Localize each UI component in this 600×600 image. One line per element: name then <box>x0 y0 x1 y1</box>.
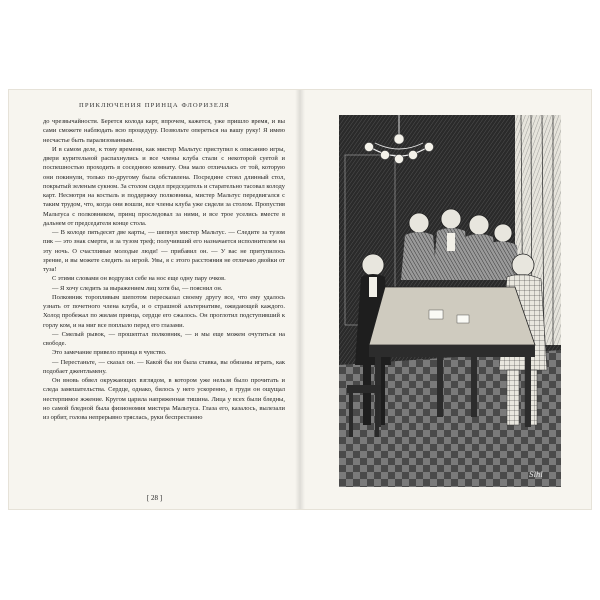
artist-signature: Slhl <box>529 471 543 479</box>
right-page <box>300 90 591 509</box>
paragraph: С этими словами он водрузил себе на нос еще одну пару очков. <box>52 275 226 283</box>
paragraph: — Я хочу следить за выражением лиц хотя бы, — пояснил он. <box>52 284 223 292</box>
paragraph: — Перестаньте, — сказал он. — Какой бы ни была ставка, вы обязаны играть, как подобает джентльмену. <box>43 358 285 375</box>
paragraph: Он вновь обвел окружающих взглядом, в котором уже нельзя было прочитать и следа замешательства. Сердце, однако, билось у него ускоренно, в груди он ощущал нестерпимое жжение. Кругом царила напряженная тишина. Лица у всех были бледны, но самой бледной была физиономия мистера Мальтуса. Глаза его, казалось, вылезали из орбит, голова непрерывно тряслась, руки беспрестанно <box>43 377 285 421</box>
body-text <box>43 117 285 422</box>
card-table-engraving <box>339 115 561 487</box>
book-spread <box>9 90 591 509</box>
paragraph: Это замечание привело принца в чувство. <box>52 349 167 357</box>
paragraph: Полковник торопливым шепотом пересказал своему другу все, что ему удалось узнать от почетного члена клуба, и о страшной альтернативе, ожидающей каждого. Холод пробежал по жилам принца, сердце его сжалось. Он проглотил подступивший к горлу ком, и на миг все поплыло перед его глазами. <box>43 293 285 329</box>
engraving-illustration <box>339 115 561 487</box>
paragraph: — В колоде пятьдесят две карты, — шепнул мистер Мальтус. — Следите за тузом пик — это знак смерти, и за тузом треф; получивший его назначается исполнителем на эту ночь. О счастливые молодые люди! — прибавил он. — У вас не притупилось зрение, и вы можете следить за игрой. Увы, я с этого расстояния не отличаю двойки от туза! <box>43 229 285 273</box>
left-page <box>9 90 300 509</box>
page-number: [ 28 ] <box>146 494 163 502</box>
paragraph: — Смелый рывок, — прошептал полковник, — и мы еще можем очутиться на свободе. <box>43 330 285 347</box>
paragraph: до чрезвычайности. Берется колода карт, впрочем, кажется, уже пришло время, и вы сами сможете наблюдать всю процедуру. Позвольте опереться на вашу руку! Я имею несчастье быть парализованным. <box>43 118 285 144</box>
paragraph: И в самом деле, к тому времени, как мистер Мальтус приступил к описанию игры, двери курительной распахнулись и все члены клуба стали с некоторой суетой и поспешностью проходить в соседнюю комнату. Она мало отличалась от той, которую они покинули, только по-другому была обставлена. Посредине стоял длинный стол, покрытый зеленым сукном. За столом сидел председатель и старательно тасовал колоду карт. Несмотря на костыль и поддержку полковника, мистер Мальтус передвигался с таким трудом, что, когда они вошли, все члены клуба уже сидели за столом. Пропустив Мальтуса с полковником, принц проследовал за ними, и все трое уселись вместе в дальнем от председателя конце стола. <box>43 145 285 227</box>
running-head: ПРИКЛЮЧЕНИЯ ПРИНЦА ФЛОРИЗЕЛЯ <box>79 102 230 109</box>
